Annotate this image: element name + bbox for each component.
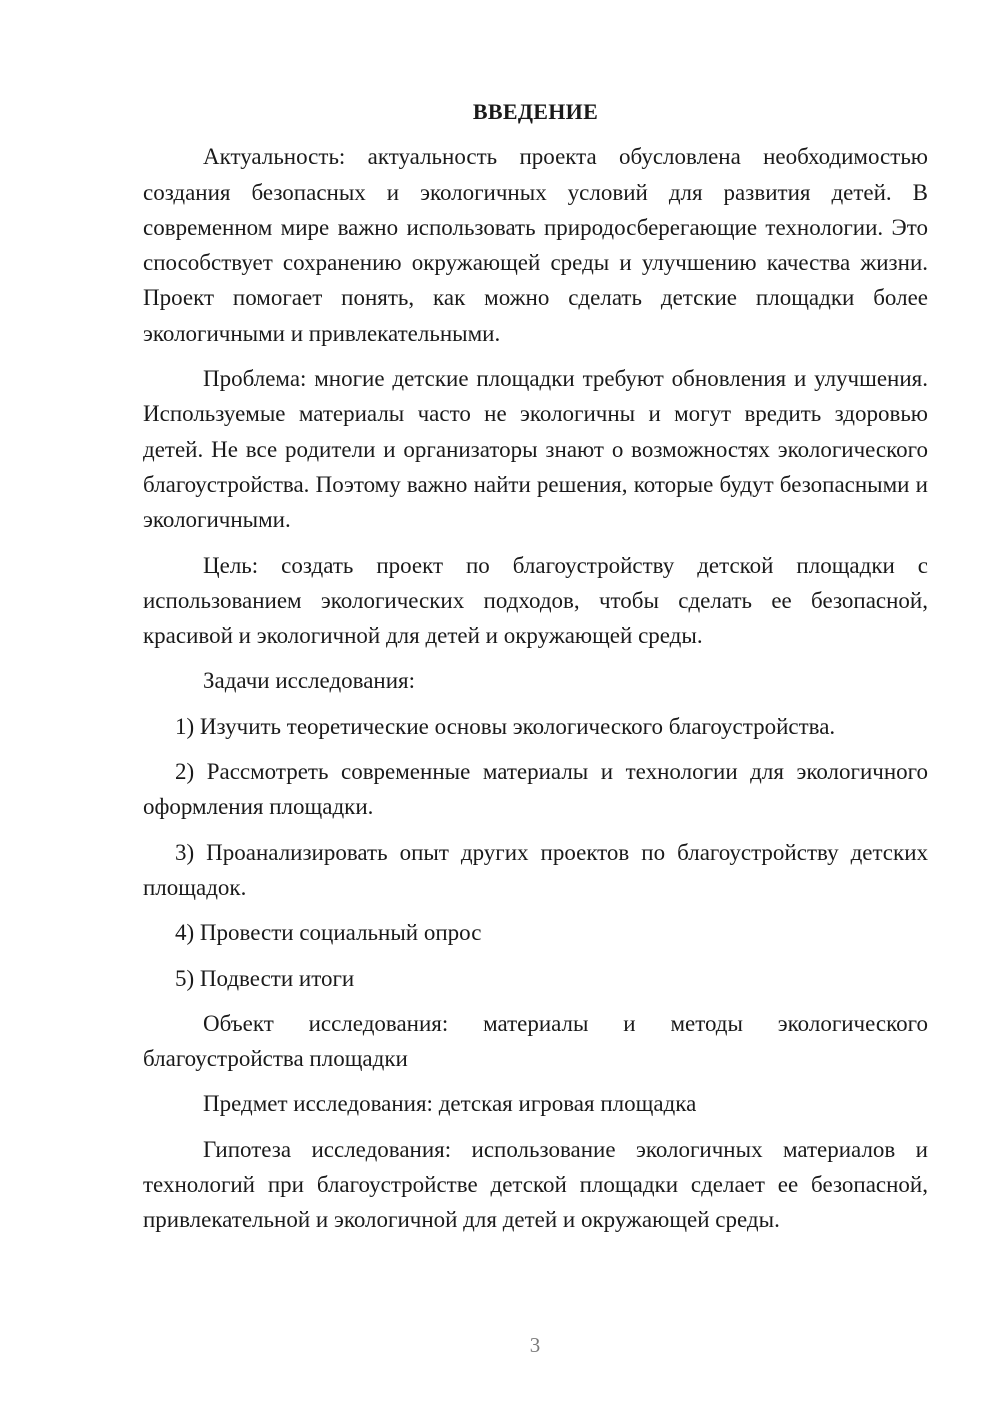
relevance-paragraph: Актуальность: актуальность проекта обусловлена необходимостью создания безопасных и экологичных условий для развития детей. В современном мире важно использовать природосберегающие технологии. Это способствует сохранению окружающей среды и улучшению качества жизни. Проект помогает понять, как можно сделать детские площадки более экологичными и привлекательными. xyxy=(143,144,928,346)
document-body xyxy=(143,94,928,1238)
hypothesis-paragraph: Гипотеза исследования: использование экологичных материалов и технологий при благоустройстве детской площадки сделает ее безопасной, привлекательной и экологичной для детей и окружающей среды. xyxy=(143,1136,928,1233)
object-paragraph: Объект исследования: материалы и методы экологического благоустройства площадки xyxy=(143,1010,928,1072)
task-item: 4) Провести социальный опрос xyxy=(175,920,482,946)
task-item: 5) Подвести итоги xyxy=(175,965,355,991)
task-item: 2) Рассмотреть современные материалы и технологии для экологичного оформления площадки. xyxy=(143,759,928,820)
section-title: ВВЕДЕНИЕ xyxy=(472,99,599,124)
page-number: 3 xyxy=(529,1333,541,1357)
task-item: 1) Изучить теоретические основы экологического благоустройства. xyxy=(175,713,836,739)
task-item: 3) Проанализировать опыт других проектов по благоустройству детских площадок. xyxy=(143,839,928,900)
subject-paragraph: Предмет исследования: детская игровая площадка xyxy=(203,1091,697,1117)
goal-paragraph: Цель: создать проект по благоустройству детской площадки с использованием экологических подходов, чтобы сделать ее безопасной, красивой и экологичной для детей и окружающей среды. xyxy=(143,552,928,649)
tasks-heading: Задачи исследования: xyxy=(203,668,416,694)
problem-paragraph: Проблема: многие детские площадки требуют обновления и улучшения. Используемые материалы часто не экологичны и могут вредить здоровью детей. Не все родители и организаторы знают о возможностях экологического благоустройства. Поэтому важно найти решения, которые будут безопасными и экологичными. xyxy=(143,366,928,533)
